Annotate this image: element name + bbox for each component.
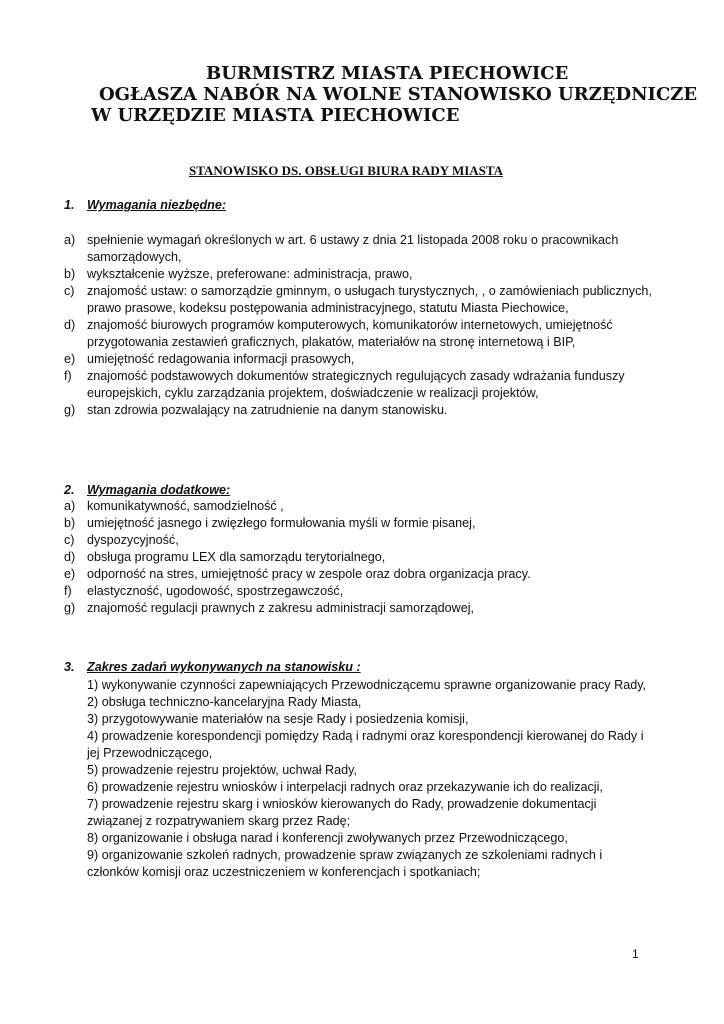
task-item: 7) prowadzenie rejestru skarg i wniosków kierowanych do Rady, prowadzenie dokumentacji związanej z rozpatrywaniem skarg przez Radę;	[87, 797, 597, 828]
list-item-text: odporność na stres, umiejętność pracy w zespole oraz dobra organizacja pracy.	[87, 567, 531, 581]
section-3-heading	[64, 659, 361, 676]
list-item-text: wykształcenie wyższe, preferowane: administracja, prawo,	[87, 267, 413, 281]
section-3-title: Zakres zadań wykonywanych na stanowisku :	[87, 660, 361, 674]
task-item: 5) prowadzenie rejestru projektów, uchwał Rady,	[87, 763, 357, 777]
list-item	[64, 600, 654, 617]
list-marker: c)	[64, 284, 75, 298]
list-item	[64, 283, 654, 317]
section-2-heading	[64, 482, 230, 499]
list-item-text: umiejętność jasnego i zwięzłego formułowania myśli w formie pisanej,	[87, 516, 476, 530]
list-marker: a)	[64, 499, 76, 513]
position-title: STANOWISKO DS. OBSŁUGI BIURA RADY MIASTA	[189, 163, 503, 178]
section-3-list	[87, 677, 647, 881]
section-1-title: Wymagania niezbędne:	[87, 198, 227, 212]
task-item: 1) wykonywanie czynności zapewniających Przewodniczącemu sprawne organizowanie pracy Rady,	[87, 678, 647, 692]
list-item-text: spełnienie wymagań określonych w art. 6 ustawy z dnia 21 listopada 2008 roku o pracownikach samorządowych,	[87, 233, 619, 264]
list-item	[64, 266, 654, 283]
list-item-text: elastyczność, ugodowość, spostrzegawczość,	[87, 584, 344, 598]
list-item-text: stan zdrowia pozwalający na zatrudnienie na danym stanowisku.	[87, 403, 448, 417]
list-item-text: umiejętność redagowania informacji prasowych,	[87, 352, 355, 366]
list-item	[64, 368, 654, 402]
list-marker: g)	[64, 601, 76, 615]
list-item-text: znajomość biurowych programów komputerowych, komunikatorów internetowych, umiejętność przygotowania zestawień graficznych, plakatów, materiałów na stronę internetową i BIP,	[87, 318, 613, 349]
list-item	[64, 317, 654, 351]
list-item	[64, 232, 654, 266]
list-marker: d)	[64, 318, 76, 332]
list-item	[64, 532, 654, 549]
section-2-number: 2.	[64, 483, 75, 497]
header-line-1: BURMISTRZ MIASTA PIECHOWICE	[206, 63, 569, 84]
task-item: 3) przygotowywanie materiałów na sesje Rady i posiedzenia komisji,	[87, 712, 469, 726]
list-item	[64, 498, 654, 515]
list-item	[64, 549, 654, 566]
document-header	[0, 63, 724, 126]
task-item: 6) prowadzenie rejestru wniosków i interpelacji radnych oraz przekazywanie ich do realizacji,	[87, 780, 603, 794]
list-item	[64, 583, 654, 600]
list-marker: b)	[64, 267, 76, 281]
list-item	[64, 566, 654, 583]
section-1-heading	[64, 197, 226, 214]
section-1-number: 1.	[64, 198, 75, 212]
section-2-title: Wymagania dodatkowe:	[87, 483, 231, 497]
list-marker: e)	[64, 567, 76, 581]
list-item-text: znajomość regulacji prawnych z zakresu administracji samorządowej,	[87, 601, 475, 615]
section-2-list	[64, 498, 654, 617]
list-marker: g)	[64, 403, 76, 417]
list-item	[64, 351, 654, 368]
list-item-text: obsługa programu LEX dla samorządu terytorialnego,	[87, 550, 386, 564]
header-line-3: W URZĘDZIE MIASTA PIECHOWICE	[91, 105, 460, 126]
list-item-text: znajomość ustaw: o samorządzie gminnym, o usługach turystycznych, , o zamówieniach publicznych, prawo prasowe, kodeksu postępowania administracyjnego, statutu Miasta Piechowice,	[87, 284, 652, 315]
list-item-text: dyspozycyjność,	[87, 533, 179, 547]
section-1-list	[64, 232, 654, 419]
list-item	[64, 515, 654, 532]
list-marker: f)	[64, 584, 72, 598]
task-item: 2) obsługa techniczno-kancelaryjna Rady Miasta,	[87, 695, 362, 709]
page-number: 1	[632, 947, 639, 961]
list-marker: a)	[64, 233, 76, 247]
list-marker: d)	[64, 550, 76, 564]
list-marker: f)	[64, 369, 72, 383]
list-marker: c)	[64, 533, 75, 547]
list-marker: b)	[64, 516, 76, 530]
task-item: 4) prowadzenie korespondencji pomiędzy Radą i radnymi oraz korespondencji kierowanej do Rady i jej Przewodniczącego,	[87, 729, 644, 760]
header-line-2: OGŁASZA NABÓR NA WOLNE STANOWISKO URZĘDNICZE	[99, 84, 698, 105]
list-item	[64, 402, 654, 419]
list-item-text: komunikatywność, samodzielność ,	[87, 499, 284, 513]
list-marker: e)	[64, 352, 76, 366]
section-3-number: 3.	[64, 660, 75, 674]
task-item: 8) organizowanie i obsługa narad i konferencji zwoływanych przez Przewodniczącego,	[87, 831, 568, 845]
list-item-text: znajomość podstawowych dokumentów strategicznych regulujących zasady wdrażania funduszy europejskich, cyklu zarządzania projektem, doświadczenie w realizacji projektów,	[87, 369, 625, 400]
task-item: 9) organizowanie szkoleń radnych, prowadzenie spraw związanych ze szkoleniami radnych i członków komisji oraz uczestniczeniem w konferencjach i spotkaniach;	[87, 848, 603, 879]
